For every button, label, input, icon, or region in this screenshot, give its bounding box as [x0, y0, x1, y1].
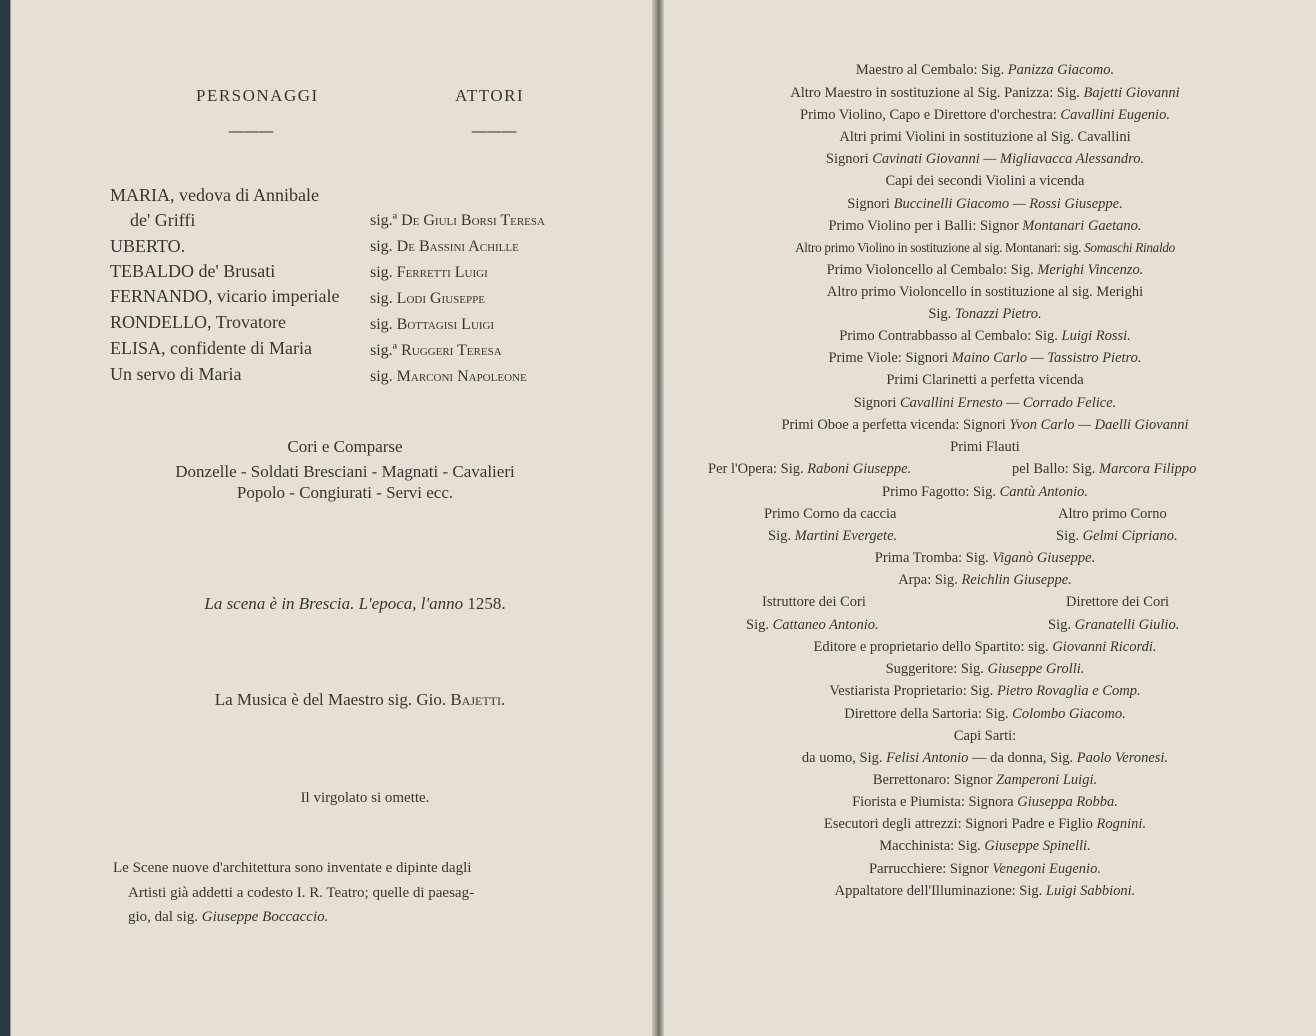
flute-opera: Per l'Opera: Sig. Raboni Giuseppe.: [708, 461, 912, 477]
cast-actor: sig.ª De Giuli Borsi Teresa: [370, 212, 545, 229]
horn-first-title: Primo Corno da caccia: [764, 506, 897, 522]
left-page: [10, 0, 654, 1036]
cast-actor: sig. Bottagisi Luigi: [370, 316, 495, 333]
header-dash-right: ———: [471, 121, 516, 140]
horn-second-title: Altro primo Corno: [1058, 506, 1167, 522]
staff-line: Appaltatore dell'Illuminazione: Sig. Luigi Sabbioni.: [834, 883, 1136, 899]
cast-role: RONDELLO, Trovatore: [110, 312, 286, 332]
staff-line: Altro Maestro in sostituzione al Sig. Panizza: Sig. Bajetti Giovanni: [790, 85, 1180, 101]
chorus-title: Cori e Comparse: [287, 437, 403, 456]
cast-actor: sig. De Bassini Achille: [370, 238, 519, 255]
music-credit: La Musica è del Maestro sig. Gio. Bajetti.: [214, 690, 506, 709]
header-dash-left: ———: [228, 121, 273, 140]
staff-line: Prima Tromba: Sig. Viganò Giuseppe.: [874, 550, 1096, 566]
staff-line: Fiorista e Piumista: Signora Giuseppa Robba.: [852, 794, 1118, 810]
cast-role: TEBALDO de' Brusati: [110, 261, 276, 281]
staff-line: Editore e proprietario dello Spartito: sig. Giovanni Ricordi.: [813, 639, 1157, 655]
scenes-line: Artisti già addetti a codesto I. R. Teatro; quelle di paesag-: [128, 885, 475, 901]
staff-line: Primi Oboe a perfetta vicenda: Signori Yvon Carlo — Daelli Giovanni: [781, 417, 1189, 433]
staff-line: Primo Fagotto: Sig. Cantù Antonio.: [882, 484, 1088, 500]
cast-actor: sig. Marconi Napoleone: [370, 368, 527, 385]
chorus-line: Donzelle - Soldati Bresciani - Magnati - Cavalieri: [175, 462, 515, 481]
staff-line: Signori Buccinelli Giacomo — Rossi Giuseppe.: [847, 196, 1123, 212]
chorus-director-title: Direttore dei Cori: [1066, 594, 1170, 610]
chorus-line: Popolo - Congiurati - Servi ecc.: [236, 483, 454, 502]
chorus-instructor-title: Istruttore dei Cori: [762, 594, 866, 610]
chorus-instructor-name: Sig. Cattaneo Antonio.: [746, 617, 879, 633]
cast-actor: sig. Lodi Giuseppe: [370, 290, 485, 307]
staff-line: Primi Flauti: [950, 439, 1020, 455]
staff-line: Primo Violino per i Balli: Signor Montanari Gaetano.: [828, 218, 1142, 234]
staff-line: Signori Cavinati Giovanni — Migliavacca Alessandro.: [825, 151, 1145, 167]
horn-first-name: Sig. Martini Evergete.: [768, 528, 898, 544]
staff-line: Primo Contrabbasso al Cembalo: Sig. Luigi Rossi.: [839, 328, 1131, 344]
staff-line: da uomo, Sig. Felisi Antonio — da donna, Sig. Paolo Veronesi.: [801, 750, 1169, 766]
staff-line: Maestro al Cembalo: Sig. Panizza Giacomo.: [855, 62, 1115, 78]
staff-line: Primo Violoncello al Cembalo: Sig. Merighi Vincenzo.: [826, 262, 1144, 278]
staff-line: Esecutori degli attrezzi: Signori Padre e Figlio Rognini.: [823, 816, 1147, 832]
staff-line: Parrucchiere: Signor Venegoni Eugenio.: [869, 861, 1101, 877]
cast-role: ELISA, confidente di Maria: [110, 338, 312, 358]
staff-line: Suggeritore: Sig. Giuseppe Grolli.: [885, 661, 1085, 677]
virgolato-note: Il virgolato si omette.: [300, 790, 430, 806]
cast-role: de' Griffi: [130, 210, 196, 230]
cast-role: UBERTO.: [110, 236, 186, 256]
setting-line: La scena è in Brescia. L'epoca, l'anno 1258.: [204, 594, 506, 613]
staff-line: Berrettonaro: Signor Zamperoni Luigi.: [872, 772, 1098, 788]
horn-second-name: Sig. Gelmi Cipriano.: [1056, 528, 1178, 544]
staff-line: Primo Violino, Capo e Direttore d'orchestra: Cavallini Eugenio.: [800, 107, 1170, 123]
header-actors: ATTORI: [455, 86, 525, 105]
chorus-director-name: Sig. Granatelli Giulio.: [1048, 617, 1180, 633]
staff-line: Signori Cavallini Ernesto — Corrado Felice.: [853, 395, 1117, 411]
cast-actor: sig. Ferretti Luigi: [370, 264, 488, 281]
book-gutter: [652, 0, 664, 1036]
cast-role: MARIA, vedova di Annibale: [110, 185, 319, 205]
header-characters: PERSONAGGI: [196, 86, 319, 105]
staff-line: Capi dei secondi Violini a vicenda: [885, 173, 1085, 189]
staff-line: Altri primi Violini in sostituzione al Sig. Cavallini: [839, 129, 1131, 145]
cast-actor: sig.ª Ruggeri Teresa: [370, 342, 502, 359]
staff-line: Prime Viole: Signori Maino Carlo — Tassistro Pietro.: [828, 350, 1142, 366]
staff-line: Sig. Tonazzi Pietro.: [928, 306, 1042, 322]
staff-line: Capi Sarti:: [953, 728, 1017, 744]
cast-role: FERNANDO, vicario imperiale: [110, 286, 340, 306]
staff-line: Arpa: Sig. Reichlin Giuseppe.: [898, 572, 1072, 588]
staff-line: Direttore della Sartoria: Sig. Colombo Giacomo.: [844, 706, 1126, 722]
staff-line: Altro primo Violoncello in sostituzione al sig. Merighi: [826, 284, 1144, 300]
staff-line: Macchinista: Sig. Giuseppe Spinelli.: [879, 838, 1091, 854]
cast-role: Un servo di Maria: [110, 364, 242, 384]
staff-line: Vestiarista Proprietario: Sig. Pietro Rovaglia e Comp.: [829, 683, 1141, 699]
scenes-line: Le Scene nuove d'architettura sono inventate e dipinte dagli: [113, 860, 472, 876]
staff-line: Primi Clarinetti a perfetta vicenda: [886, 372, 1084, 388]
staff-line: Altro primo Violino in sostituzione al sig. Montanari: sig. Somaschi Rinaldo: [795, 240, 1175, 255]
scenes-line: gio, dal sig. Giuseppe Boccaccio.: [128, 909, 329, 925]
flute-ballet: pel Ballo: Sig. Marcora Filippo: [1012, 461, 1197, 477]
